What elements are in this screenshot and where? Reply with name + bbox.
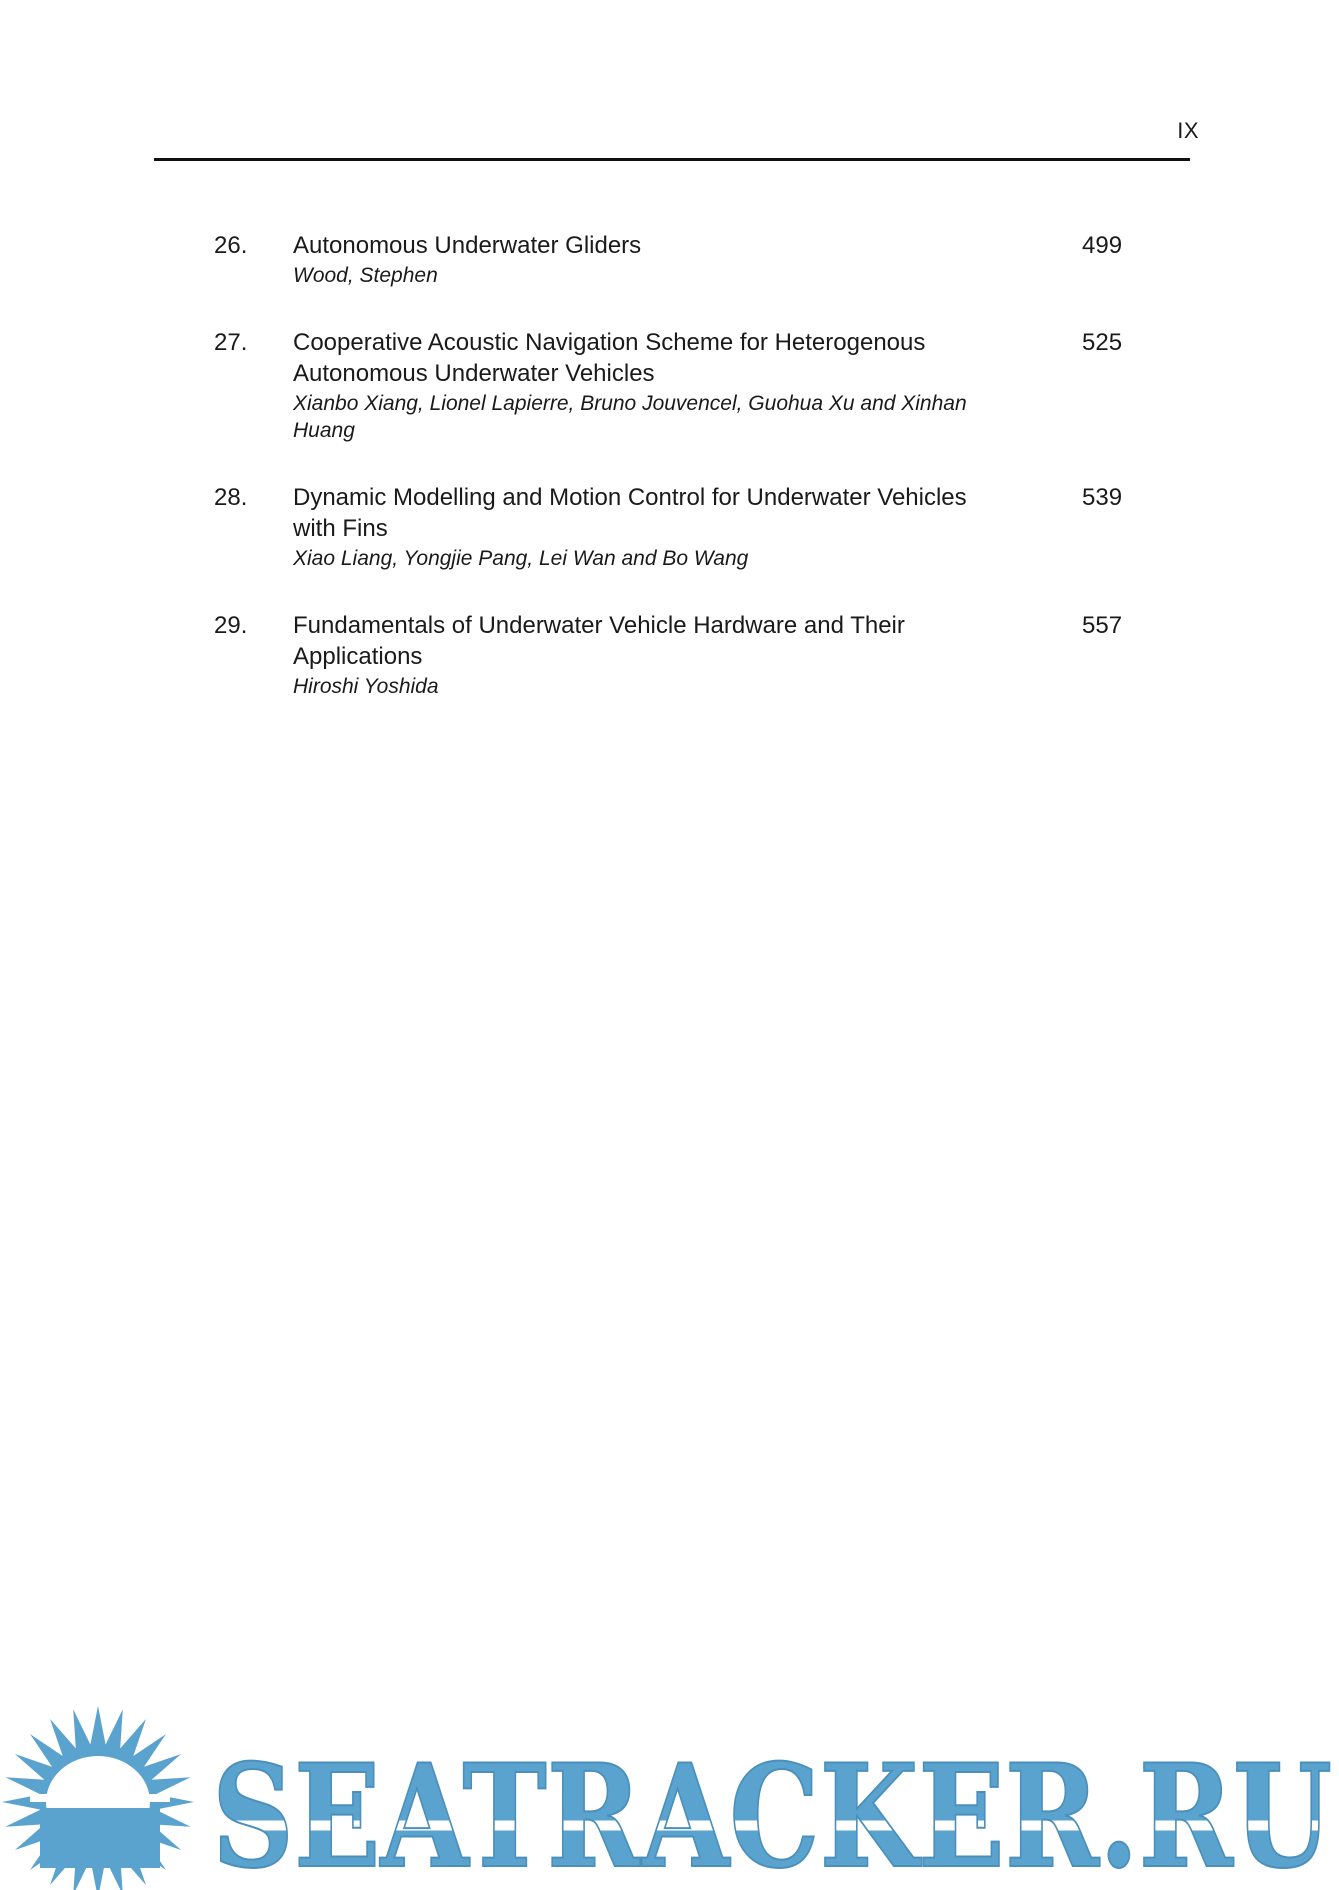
entry-body — [293, 610, 973, 700]
entry-authors: Wood, Stephen — [293, 264, 438, 287]
entry-page-number: 525 — [1082, 329, 1123, 356]
entry-body — [293, 482, 973, 572]
entry-authors: Xianbo Xiang, Lionel Lapierre, Bruno Jouvencel, Guohua Xu and Xinhan Huang — [293, 392, 967, 442]
header-rule — [154, 158, 1190, 161]
watermark-text: SEATRACKER.RU — [212, 1734, 1332, 1890]
sun-icon — [2, 1706, 194, 1890]
toc-entry — [0, 610, 1339, 700]
entry-title: Autonomous Underwater Gliders — [293, 232, 642, 259]
entry-authors: Xiao Liang, Yongjie Pang, Lei Wan and Bo Wang — [293, 547, 749, 570]
entry-title: Dynamic Modelling and Motion Control for Underwater Vehicles with Fins — [293, 484, 967, 542]
entry-number: 29. — [214, 612, 248, 639]
entry-body — [293, 230, 973, 289]
entry-number: 26. — [214, 232, 248, 259]
entry-title: Cooperative Acoustic Navigation Scheme for Heterogenous Autonomous Underwater Vehicles — [293, 329, 926, 387]
entry-number: 28. — [214, 484, 248, 511]
watermark-logo — [0, 1690, 1339, 1890]
entry-number: 27. — [214, 329, 248, 356]
entry-authors: Hiroshi Yoshida — [293, 675, 439, 698]
entry-title: Fundamentals of Underwater Vehicle Hardware and Their Applications — [293, 612, 905, 670]
toc-entry — [0, 482, 1339, 572]
toc-entry — [0, 327, 1339, 444]
entry-page-number: 499 — [1082, 232, 1123, 259]
page-number: IX — [1177, 118, 1199, 143]
table-of-contents — [0, 230, 1339, 738]
entry-page-number: 539 — [1082, 484, 1123, 511]
toc-entry — [0, 230, 1339, 289]
entry-body — [293, 327, 973, 444]
entry-page-number: 557 — [1082, 612, 1123, 639]
